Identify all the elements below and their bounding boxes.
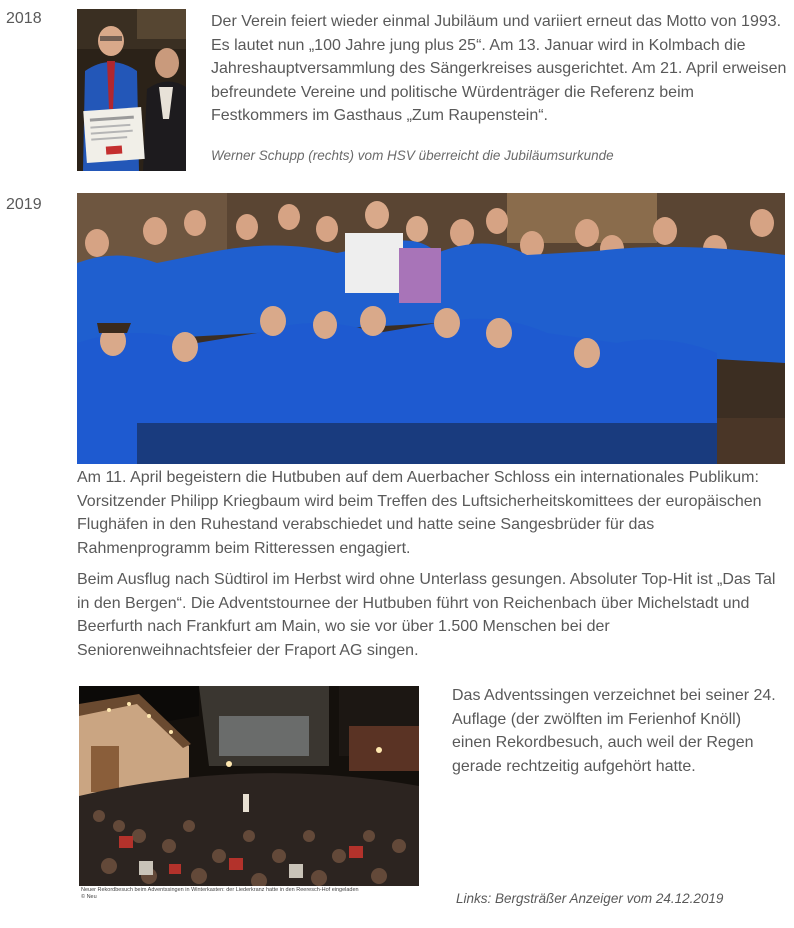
photo-caption-2018: Werner Schupp (rechts) vom HSV überreicht die Jubiläumsurkunde [211, 148, 614, 163]
photo-advent-singing [79, 686, 419, 902]
source-note: Links: Bergsträßer Anzeiger vom 24.12.2019 [456, 891, 724, 906]
photo-jubilee-certificate [77, 9, 186, 171]
advent-photo-credit: © Neu [81, 894, 97, 900]
entry-2019-paragraph-1: Am 11. April begeistern die Hutbuben auf dem Auerbacher Schloss ein internationales Publikum: Vorsitzender Philipp Kriegbaum wird beim Treffen des Luftsicherheitskomittees der europäischen Flughäfen in den Ruhestand verabschiedet und hatte seine Sangesbrüder für das Rahmenprogramm beim Ritteressen engagiert. [77, 469, 762, 557]
entry-2018-text: Der Verein feiert wieder einmal Jubiläum und variiert erneut das Motto von 1993. Es lautet nun „100 Jahre jung plus 25“. Am 13. Januar wird in Kolmbach die Jahreshauptversammlung des Sängerkreises ausgerichtet. Am 21. April erweisen befreundete Vereine und politische Würdenträger die Referenz beim Festkommers im Gasthaus „Zum Raupenstein“. [211, 13, 787, 124]
advent-photo-caption [79, 886, 419, 902]
year-label-2019: 2019 [6, 196, 42, 213]
advent-photo-caption-text: Neuer Rekordbesuch beim Adventssingen in Winterkasten: der Liederkranz hatte in den Reeresch-Hof eingeladen [81, 887, 359, 893]
entry-2019-paragraph-2: Beim Ausflug nach Südtirol im Herbst wird ohne Unterlass gesungen. Absoluter Top-Hit ist „Das Tal in den Bergen“. Die Adventstournee der Hutbuben führt von Reichenbach über Michelstadt und Beerfurth nach Frankfurt am Main, wo sie vor über 1.500 Menschen bei der Seniorenweihnachtsfeier der Fraport AG singen. [77, 571, 776, 659]
year-label-2018: 2018 [6, 10, 42, 27]
photo-choir-group [77, 193, 785, 464]
advent-text: Das Adventssingen verzeichnet bei seiner 24. Auflage (der zwölften im Ferienhof Knöll) einen Rekordbesuch, auch weil der Regen gerade rechtzeitig aufgehört hatte. [452, 687, 776, 775]
